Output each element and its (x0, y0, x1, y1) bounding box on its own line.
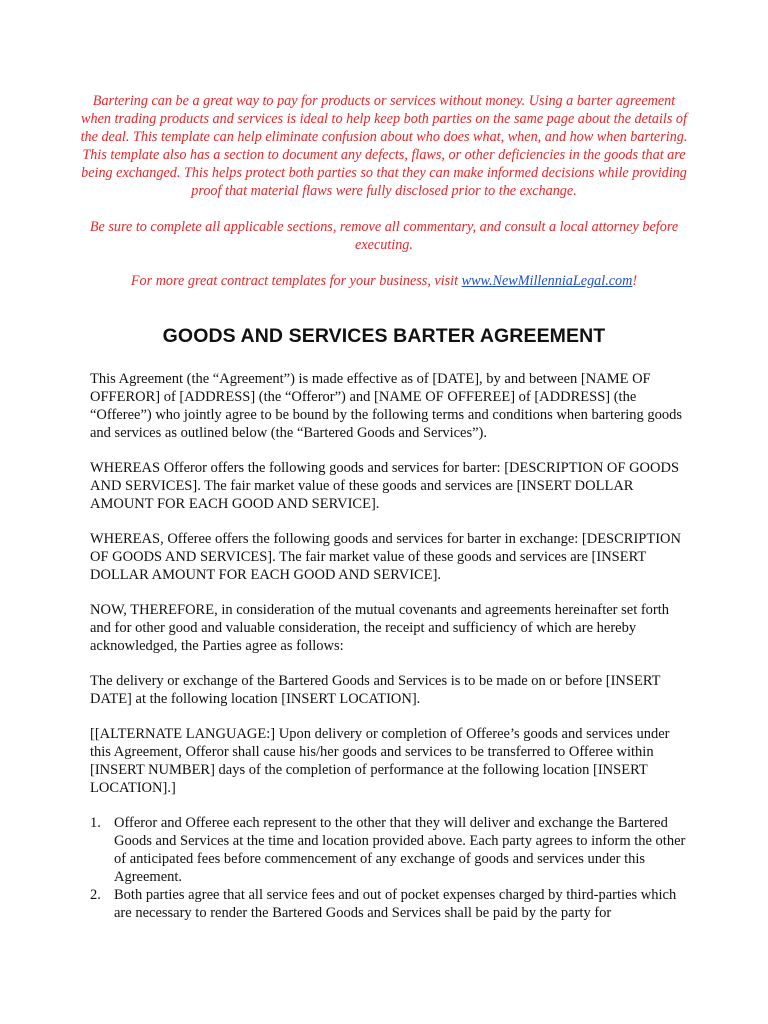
template-commentary (80, 92, 688, 308)
list-item (90, 814, 690, 886)
commentary-intro: Bartering can be a great way to pay for products or services without money. Using a barter agreement when trading products and services is ideal to help keep both parties on the same page about the details of the deal. This template can help eliminate confusion about who does what, when, and how when bartering. This template also has a section to document any defects, flaws, or other deficiencies in the goods that are being exchanged. This helps protect both parties so that they can make informed decisions while providing proof that material flaws were fully disclosed prior to the exchange. (80, 93, 688, 199)
commentary-instructions: Be sure to complete all applicable sections, remove all commentary, and consult a local attorney before executing. (89, 219, 679, 253)
whereas-offeree-paragraph: WHEREAS, Offeree offers the following goods and services for barter in exchange: [DESCRIPTION OF GOODS AND SERVICES]. The fair market value of these goods and services are [INSERT DOLLAR AMOUNT FOR EACH GOOD AND SERVICE]. (90, 531, 681, 583)
alternate-language-paragraph: [[ALTERNATE LANGUAGE:] Upon delivery or completion of Offeree’s goods and services under this Agreement, Offeror shall cause his/her goods and services to be transferred to Offeree within [INSERT NUMBER] days of the completion of performance at the following location [INSERT LOCATION].] (90, 726, 670, 796)
website-link[interactable]: www.NewMillenniaLegal.com (461, 273, 633, 289)
document-title: GOODS AND SERVICES BARTER AGREEMENT (162, 325, 606, 347)
list-item (90, 886, 690, 922)
commentary-promo-suffix: ! (632, 273, 638, 289)
commentary-promo (80, 272, 688, 290)
list-item-text: Both parties agree that all service fees and out of pocket expenses charged by third-parties which are necessary to render the Bartered Goods and Services shall be paid by the party for (114, 887, 677, 921)
list-item-number: 1. (90, 815, 101, 831)
terms-list (90, 814, 690, 922)
now-therefore-paragraph: NOW, THEREFORE, in consideration of the mutual covenants and agreements hereinafter set forth and for other good and valuable consideration, the receipt and sufficiency of which are hereby acknowledged, the Parties agree as follows: (90, 602, 670, 654)
whereas-offeror-paragraph: WHEREAS Offeror offers the following goods and services for barter: [DESCRIPTION OF GOODS AND SERVICES]. The fair market value of these goods and services are [INSERT DOLLAR AMOUNT FOR EACH GOOD AND SERVICE]. (90, 460, 680, 512)
list-item-number: 2. (90, 887, 101, 903)
intro-paragraph: This Agreement (the “Agreement”) is made effective as of [DATE], by and between [NAME OF OFFEROR] of [ADDRESS] (the “Offeror”) and [NAME OF OFFEREE] of [ADDRESS] (the “Offeree”) who jointly agree to be bound by the following terms and conditions when bartering goods and services as outlined below (the “Bartered Goods and Services”). (90, 371, 683, 441)
list-item-text: Offeror and Offeree each represent to the other that they will deliver and exchange the Bartered Goods and Services at the time and location provided above. Each party agrees to inform the other of anticipated fees before commencement of any exchange of goods and services under this Agreement. (114, 815, 686, 885)
delivery-paragraph: The delivery or exchange of the Bartered Goods and Services is to be made on or before [INSERT DATE] at the following location [INSERT LOCATION]. (90, 673, 661, 707)
commentary-promo-prefix: For more great contract templates for your business, visit (130, 273, 462, 289)
agreement-body (90, 370, 690, 922)
